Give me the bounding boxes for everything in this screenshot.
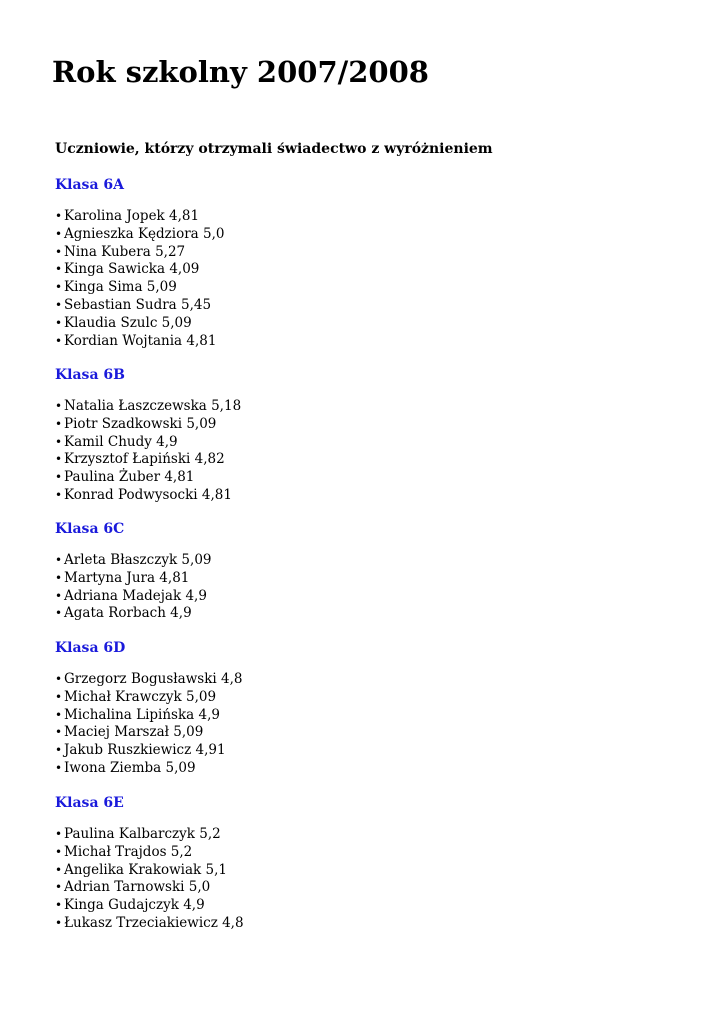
student-item	[55, 297, 225, 315]
student-list-6c	[55, 552, 212, 623]
bullet-icon: •	[55, 487, 63, 502]
bullet-icon: •	[55, 707, 63, 722]
bullet-icon: •	[55, 262, 63, 277]
bullet-icon: •	[55, 880, 63, 895]
student-list-6b	[55, 398, 241, 505]
bullet-icon: •	[55, 725, 63, 740]
bullet-icon: •	[55, 915, 63, 930]
student-item	[55, 333, 225, 351]
student-entry: Piotr Szadkowski 5,09	[64, 415, 217, 432]
student-list-6d	[55, 671, 242, 778]
student-entry: Agnieszka Kędziora 5,0	[64, 225, 225, 242]
student-item	[55, 760, 242, 778]
student-item	[55, 671, 242, 689]
bullet-icon: •	[55, 827, 63, 841]
student-entry: Michalina Lipińska 4,9	[64, 706, 220, 723]
student-item	[55, 279, 225, 297]
student-list-6a	[55, 208, 225, 350]
bullet-icon: •	[55, 689, 63, 704]
class-heading-6b: Klasa 6B	[55, 367, 125, 383]
student-entry: Kamil Chudy 4,9	[64, 433, 178, 450]
bullet-icon: •	[55, 844, 63, 859]
bullet-icon: •	[55, 672, 63, 686]
bullet-icon: •	[55, 399, 63, 413]
student-item	[55, 434, 241, 452]
student-entry: Agata Rorbach 4,9	[64, 605, 192, 622]
class-heading-6e: Klasa 6E	[55, 795, 124, 811]
student-entry: Sebastian Sudra 5,45	[64, 296, 212, 313]
student-entry: Angelika Krakowiak 5,1	[64, 861, 227, 878]
student-item	[55, 315, 225, 333]
bullet-icon: •	[55, 226, 63, 241]
student-entry: Nina Kubera 5,27	[64, 243, 186, 260]
student-item	[55, 226, 225, 244]
student-item	[55, 244, 225, 262]
student-item	[55, 487, 241, 505]
student-item	[55, 451, 241, 469]
student-entry: Arleta Błaszczyk 5,09	[64, 552, 212, 568]
student-entry: Martyna Jura 4,81	[64, 569, 190, 586]
student-item	[55, 844, 244, 862]
bullet-icon: •	[55, 434, 63, 449]
bullet-icon: •	[55, 297, 63, 312]
student-item	[55, 416, 241, 434]
bullet-icon: •	[55, 570, 63, 585]
student-entry: Paulina Żuber 4,81	[64, 469, 195, 486]
bullet-icon: •	[55, 280, 63, 295]
student-item	[55, 689, 242, 707]
bullet-icon: •	[55, 760, 63, 775]
student-entry: Krzysztof Łapiński 4,82	[64, 451, 225, 468]
bullet-icon: •	[55, 898, 63, 913]
class-heading-6c: Klasa 6C	[55, 521, 125, 537]
student-entry: Michał Krawczyk 5,09	[64, 688, 217, 705]
student-entry: Michał Trajdos 5,2	[64, 843, 193, 860]
student-item	[55, 208, 225, 226]
class-heading-6a: Klasa 6A	[55, 177, 124, 193]
student-item	[55, 552, 212, 570]
student-entry: Maciej Marszał 5,09	[64, 724, 204, 741]
bullet-icon: •	[55, 743, 63, 758]
bullet-icon: •	[55, 209, 63, 223]
student-entry: Iwona Ziemba 5,09	[64, 759, 196, 776]
student-item	[55, 570, 212, 588]
student-entry: Łukasz Trzeciakiewicz 4,8	[64, 914, 244, 931]
student-entry: Natalia Łaszczewska 5,18	[64, 398, 242, 414]
student-entry: Kinga Gudajczyk 4,9	[64, 897, 205, 914]
bullet-icon: •	[55, 588, 63, 603]
student-item	[55, 879, 244, 897]
student-entry: Karolina Jopek 4,81	[64, 208, 200, 224]
page-subtitle: Uczniowie, którzy otrzymali świadectwo z wyróżnieniem	[55, 141, 493, 157]
student-item	[55, 915, 244, 933]
student-list-6e	[55, 826, 244, 933]
bullet-icon: •	[55, 606, 63, 621]
student-item	[55, 862, 244, 880]
student-item	[55, 897, 244, 915]
student-item	[55, 469, 241, 487]
student-item	[55, 588, 212, 606]
student-entry: Kinga Sawicka 4,09	[64, 261, 200, 278]
bullet-icon: •	[55, 315, 63, 330]
student-entry: Klaudia Szulc 5,09	[64, 314, 192, 331]
student-entry: Konrad Podwysocki 4,81	[64, 486, 232, 503]
bullet-icon: •	[55, 416, 63, 431]
bullet-icon: •	[55, 862, 63, 877]
student-entry: Paulina Kalbarczyk 5,2	[64, 826, 221, 842]
student-item	[55, 724, 242, 742]
student-entry: Grzegorz Bogusławski 4,8	[64, 671, 243, 687]
bullet-icon: •	[55, 333, 63, 348]
bullet-icon: •	[55, 553, 63, 567]
bullet-icon: •	[55, 452, 63, 467]
student-item	[55, 826, 244, 844]
student-item	[55, 261, 225, 279]
class-heading-6d: Klasa 6D	[55, 640, 126, 656]
student-entry: Kinga Sima 5,09	[64, 279, 177, 296]
student-entry: Jakub Ruszkiewicz 4,91	[64, 742, 226, 759]
student-entry: Kordian Wojtania 4,81	[64, 332, 217, 349]
student-item	[55, 742, 242, 760]
page-title: Rok szkolny 2007/2008	[52, 55, 429, 89]
student-item	[55, 605, 212, 623]
student-entry: Adriana Madejak 4,9	[64, 587, 207, 604]
student-item	[55, 398, 241, 416]
student-entry: Adrian Tarnowski 5,0	[64, 879, 211, 896]
bullet-icon: •	[55, 470, 63, 485]
bullet-icon: •	[55, 244, 63, 259]
student-item	[55, 707, 242, 725]
